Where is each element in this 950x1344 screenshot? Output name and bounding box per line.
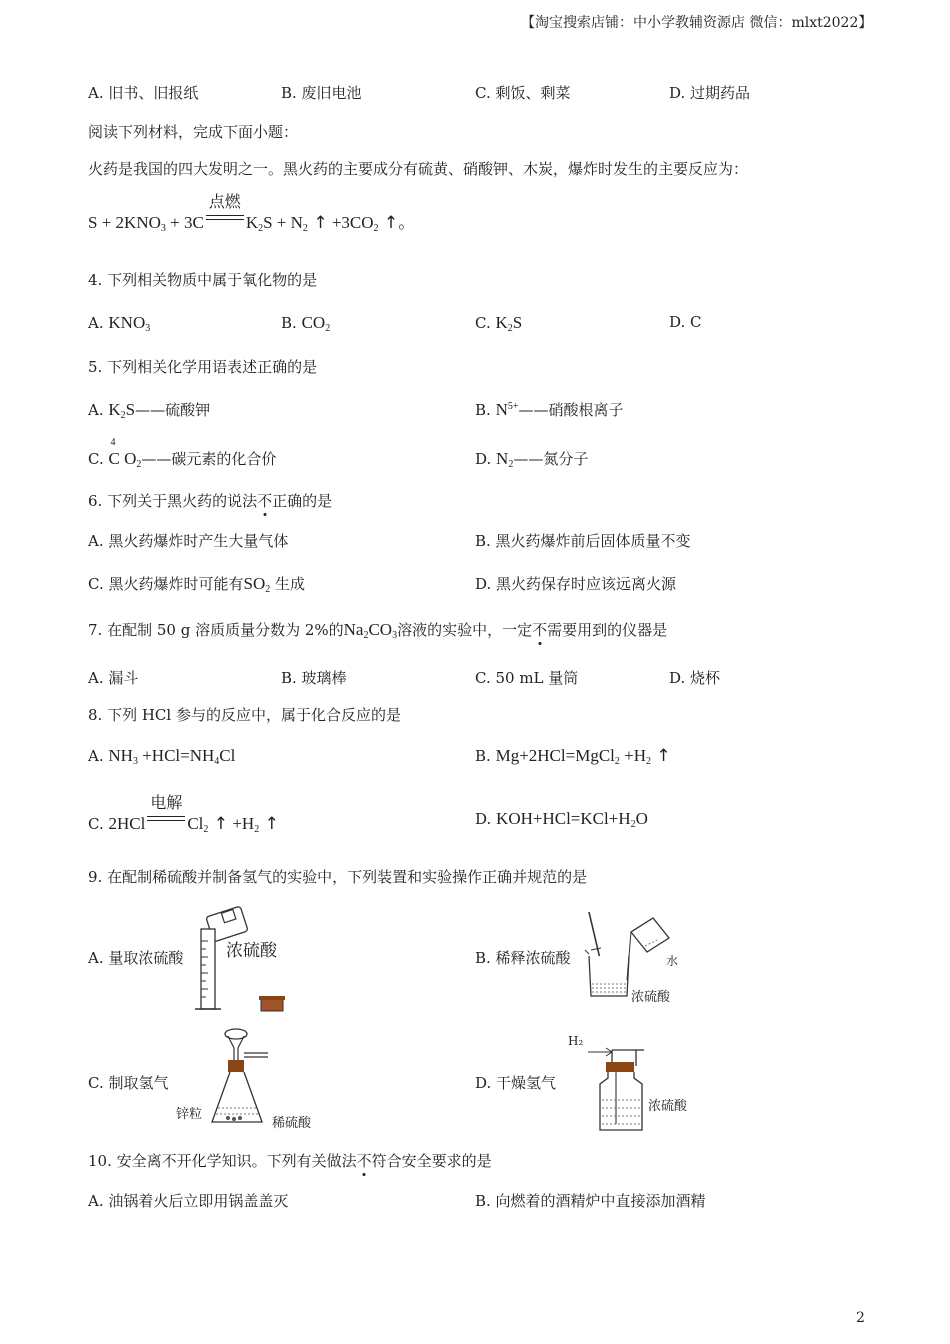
q8-option-c: C. 2HCl 电解 $Cl_2$ ↑ $+H_2$ ↑ [88,793,279,835]
q9-b-label-water: 水 [666,954,679,968]
q9-option-c: C. 制取氢气 [88,1074,169,1092]
q5-option-b: B. $N^{5+}——$硝酸根离子 [475,400,624,419]
q9-stem: 9. 在配制稀硫酸并制备氢气的实验中，下列装置和实验操作正确并规范的是 [88,868,588,886]
q7-option-a: A. 漏斗 [88,669,139,687]
q7-option-b: B. 玻璃棒 [281,669,347,687]
q7-stem: 7. 在配制 50 g 溶质质量分数为 2%的$Na_2CO_3$溶液的实验中，一定不需要用到的仪器是 [88,620,668,641]
shop-note-header: 【淘宝搜索店铺：中小学教辅资源店 微信：mlxt2022】 [521,15,873,31]
q7-option-c: C. 50 mL 量筒 [475,669,579,687]
reaction-condition: 点燃 [204,208,246,230]
q8-stem: 8. 下列 HCl 参与的反应中，属于化合反应的是 [88,706,401,724]
q8-option-d: D. $KOH+HCl=KCl+H_2O$ [475,809,648,830]
q8-option-b: B. Mg+2HCl=MgCl$_2$ $+H_2$ ↑ [475,746,671,767]
q10-option-b: B. 向燃着的酒精炉中直接添加酒精 [475,1192,706,1210]
q10-stem: 10. 安全离不开化学知识。下列有关做法不符合安全要求的是 [88,1152,492,1170]
q8-option-a: A. $NH_3 +HCl=NH_4Cl$ [88,746,236,767]
gas-drying-bottle-figure [588,1034,668,1134]
q3-option-b: B. 废旧电池 [281,84,362,102]
q7-option-d: D. 烧杯 [669,669,721,687]
q5-option-a: A. $K_2S——$硫酸钾 [88,400,211,421]
q9-a-label-acid: 浓硫酸 [226,941,277,961]
q4-option-d: D. C [669,313,702,331]
q3-option-c: C. 剩饭、剩菜 [475,84,571,102]
q9-option-d: D. 干燥氢气 [475,1074,557,1092]
q9-option-b: B. 稀释浓硫酸 [475,949,571,967]
q5-option-d: D. $N_2——$氮分子 [475,449,589,470]
q4-option-a: A. $KNO_3$ [88,313,151,334]
q4-option-c: C. $K_2S$ [475,313,523,334]
q6-stem: 6. 下列关于黑火药的说法不正确的是 [88,492,333,510]
q10-option-a: A. 油锅着火后立即用锅盖盖灭 [88,1192,289,1210]
material-intro: 阅读下列材料，完成下面小题： [88,123,299,141]
q5-option-c: C. 4 C $O_2——$碳元素的化合价 [88,437,277,470]
q9-d-label-acid: 浓硫酸 [648,1099,688,1114]
page-number: 2 [856,1310,865,1326]
q4-option-b: B. $CO_2$ [281,313,331,334]
q9-b-label-acid: 浓硫酸 [631,990,671,1005]
q9-c-label-zinc: 锌粒 [176,1107,203,1122]
electrolysis-condition: 电解 [145,809,187,831]
q3-option-a: A. 旧书、旧报纸 [88,84,199,102]
q6-option-d: D. 黑火药保存时应该远离火源 [475,575,677,593]
main-reaction-equation: $S + 2KNO_3 + 3C$ 点燃 $K_2S + N_2$ ↑ $+3CO_2$ ↑。 [88,192,416,234]
q9-option-a: A. 量取浓硫酸 [88,949,184,967]
q5-stem: 5. 下列相关化学用语表述正确的是 [88,358,318,376]
q4-stem: 4. 下列相关物质中属于氧化物的是 [88,271,318,289]
q9-d-label-gas: H₂ [568,1034,584,1048]
q6-option-c: C. 黑火药爆炸时可能有$SO_2$ 生成 [88,574,306,595]
q9-c-label-acid: 稀硫酸 [272,1116,312,1131]
q3-option-d: D. 过期药品 [669,84,751,102]
material-text: 火药是我国的四大发明之一。黑火药的主要成分有硫黄、硝酸钾、木炭，爆炸时发生的主要反应为： [88,160,749,178]
q6-option-a: A. 黑火药爆炸时产生大量气体 [88,532,289,550]
q6-option-b: B. 黑火药爆炸前后固体质量不变 [475,532,691,550]
